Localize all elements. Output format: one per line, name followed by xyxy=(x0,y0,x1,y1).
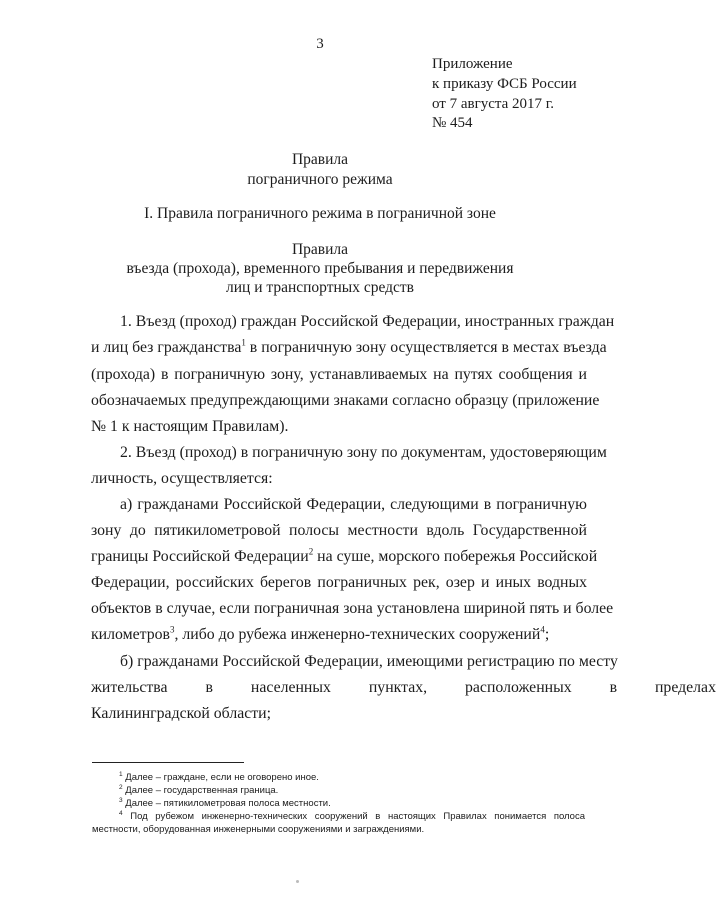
footnote-separator xyxy=(92,762,244,763)
section-heading: I. Правила пограничного режима в пограничной зоне xyxy=(144,205,496,222)
body-line: Калининградской области; xyxy=(91,705,271,722)
appendix-line-3: от 7 августа 2017 г. xyxy=(432,96,555,112)
body-line: километров$^3$, либо до рубежа инженерно-технических сооружений$^4$; xyxy=(91,624,550,643)
body-line: а) гражданами Российской Федерации, следующими в пограничную xyxy=(120,496,587,513)
body-line: жительства в населенных пунктах, расположенных в пределах xyxy=(91,679,716,696)
appendix-line-4: № 454 xyxy=(432,115,473,131)
body-line: зону до пятикилометровой полосы местности вдоль Государственной xyxy=(91,522,587,539)
footnote: $^3$ Далее – пятикилометровая полоса местности. xyxy=(119,796,331,809)
body-line: личность, осуществляется: xyxy=(91,470,273,487)
body-line: № 1 к настоящим Правилам). xyxy=(91,418,289,435)
body-line: границы Российской Федерации$^2$ на суше, морского побережья Российской xyxy=(91,546,598,565)
body-line: обозначаемых предупреждающими знаками согласно образцу (приложение xyxy=(91,392,600,409)
footnote-ref: 2 xyxy=(308,546,314,557)
appendix-line-2: к приказу ФСБ России xyxy=(432,76,577,92)
footnote-ref: 1 xyxy=(241,337,246,348)
subtitle-line-3: лиц и транспортных средств xyxy=(226,279,414,296)
body-line: 1. Въезд (проход) граждан Российской Федерации, иностранных граждан xyxy=(120,313,615,330)
body-line: Федерации, российских берегов пограничных рек, озер и иных водных xyxy=(91,574,587,591)
page-number: 3 xyxy=(316,36,324,52)
footnote-continuation: местности, оборудованная инженерными сооружениями и заграждениями. xyxy=(92,824,425,835)
footnote: $^1$ Далее – граждане, если не оговорено иное. xyxy=(119,770,319,783)
body-line: и лиц без гражданства$^1$ в пограничную зону осуществляется в местах въезда xyxy=(91,337,607,356)
footnote: $^4$ Под рубежом инженерно-технических сооружений в настоящих Правилах понимается полоса xyxy=(119,809,586,822)
appendix-line-1: Приложение xyxy=(432,56,513,72)
body-line: (прохода) в пограничную зону, устанавливаемых на путях сообщения и xyxy=(91,366,587,383)
scan-speck xyxy=(296,880,299,883)
body-line: б) гражданами Российской Федерации, имеющими регистрацию по месту xyxy=(120,653,618,670)
footnote-ref: 3 xyxy=(169,624,175,635)
footnote-ref: 4 xyxy=(540,624,545,635)
title-line-2: пограничного режима xyxy=(247,171,393,188)
body-line: объектов в случае, если пограничная зона установлена шириной пять и более xyxy=(91,600,614,617)
subtitle-line-2: въезда (прохода), временного пребывания и передвижения xyxy=(126,260,514,277)
subtitle-line-1: Правила xyxy=(291,241,349,258)
title-line-1: Правила xyxy=(291,151,349,168)
footnote: $^2$ Далее – государственная граница. xyxy=(119,783,279,796)
body-line: 2. Въезд (проход) в пограничную зону по документам, удостоверяющим xyxy=(120,444,607,461)
